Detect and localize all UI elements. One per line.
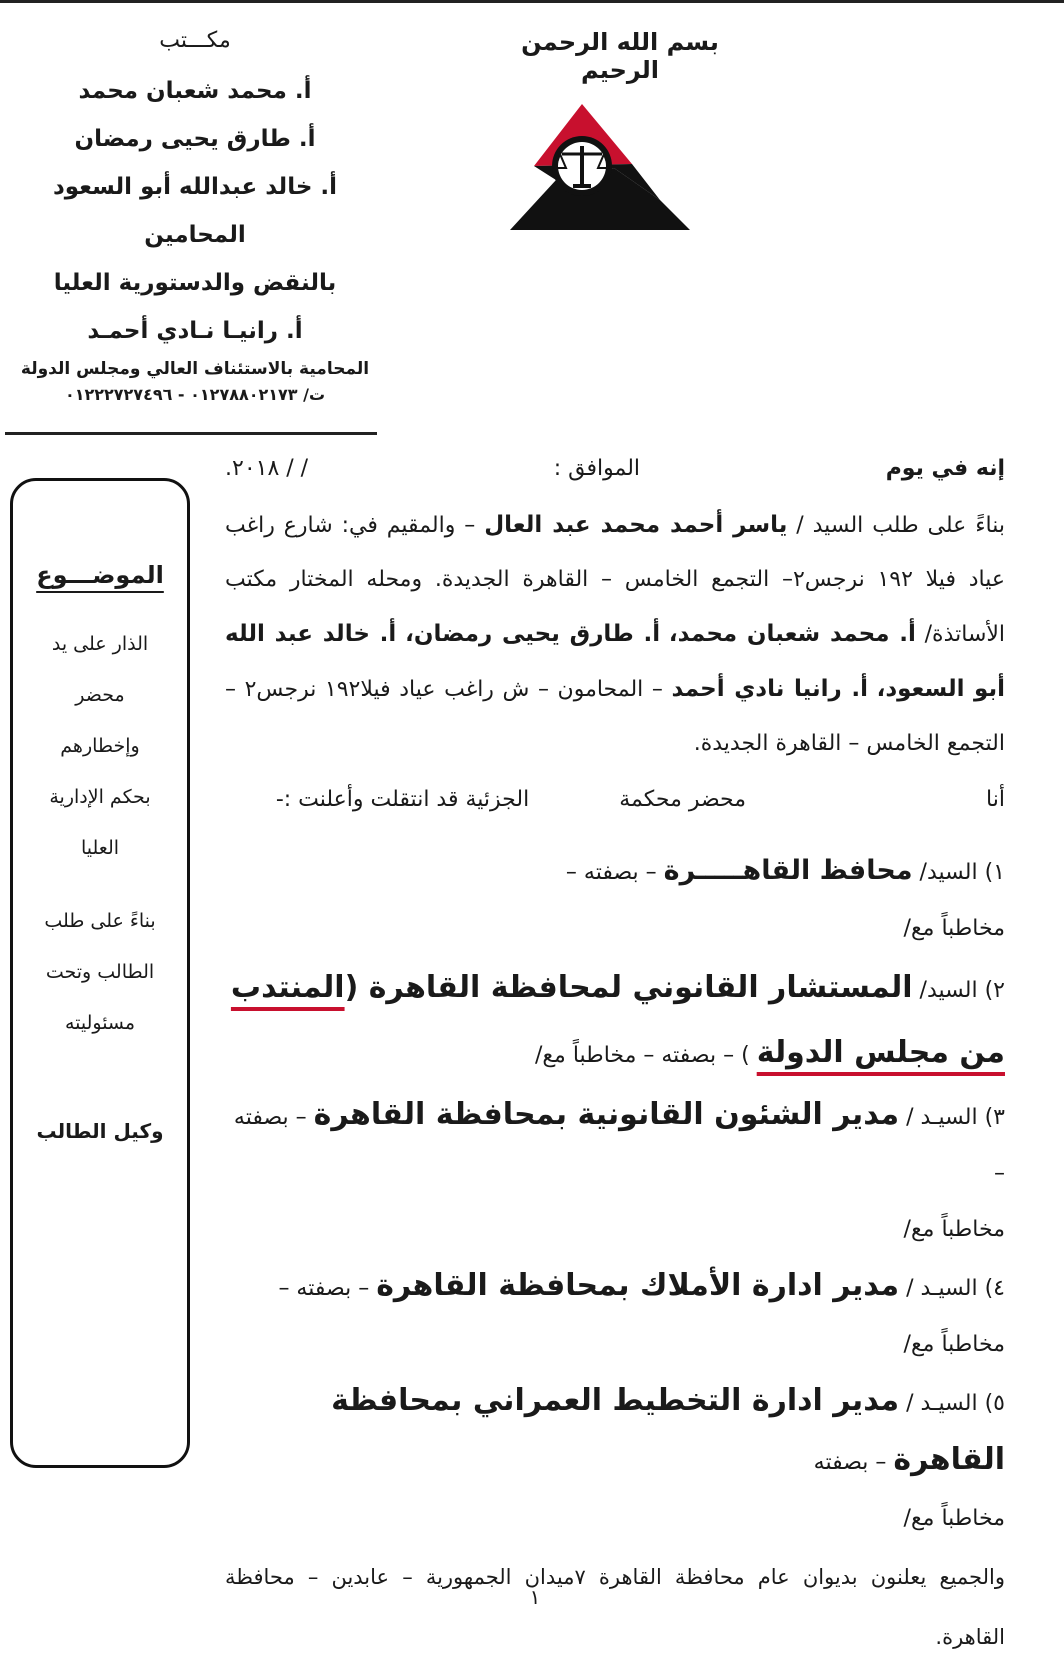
subject-line: الذار على يد <box>51 633 149 655</box>
office-title: مكـــتب <box>159 28 231 53</box>
applicant-agent: وكيل الطالب <box>36 1119 164 1143</box>
header-divider <box>5 432 377 435</box>
document-body <box>225 440 1005 1667</box>
recipient-3: ٣) السيـد / مدير الشئون القانونية بمحافظة القاهرة – بصفته – مخاطباً مع/ <box>233 1097 1005 1242</box>
subject-line: العليا <box>80 837 120 859</box>
lawyers-role: المحامين <box>144 222 246 248</box>
counsel-1: أ. محمد شعبان محمد، <box>668 621 916 647</box>
scales-of-justice-logo-icon <box>510 102 690 242</box>
recipient-4: ٤) السيـد / مدير ادارة الأملاك بمحافظة القاهرة – بصفته – مخاطباً مع/ <box>278 1268 1005 1357</box>
subject-sidebar <box>10 478 190 1468</box>
lawyers-court: بالنقض والدستورية العليا <box>53 270 337 296</box>
recipient-2: ٢) السيد/ المستشار القانوني لمحافظة القاهرة (المنتدب من مجلس الدولة ) – بصفته – مخاطباً مع/ <box>230 970 1005 1070</box>
subject-line: وإخطارهم <box>60 735 140 757</box>
lawyer-2: أ. طارق يحيى رمضان <box>74 126 316 152</box>
date-day-label: إنه في يوم <box>885 456 1005 481</box>
law-office-header <box>15 28 375 407</box>
date-line <box>225 440 1005 498</box>
recipient-5: ٥) السيـد / مدير ادارة التخطيط العمراني بمحافظة القاهرة – بصفته مخاطباً مع/ <box>331 1383 1005 1531</box>
subject-line: بناءً على طلب <box>44 910 156 932</box>
counsel-3: أ. خالد عبد الله أبو السعود، <box>225 621 1005 702</box>
seconded-underlined: المنتدب من مجلس الدولة <box>230 970 1005 1070</box>
subject-line: بحكم الإدارية <box>49 786 151 808</box>
top-border <box>0 0 1064 3</box>
applicant-name: ياسر أحمد محمد عبد العال <box>484 512 788 538</box>
basmala: بسم الله الرحمن الرحيم <box>521 28 719 84</box>
page-number: ١ <box>529 1585 541 1609</box>
counsel-4: أ. رانيا نادي أحمد <box>671 676 868 702</box>
recipient-1: ١) السيد/ محافظ القاهـــــرة – بصفته – مخاطباً مع/ <box>565 855 1005 941</box>
subject-heading: الموضـــوع <box>36 561 164 589</box>
bailiff-line: أنا محضر محكمة الجزئية قد انتقلت وأعلنت :- <box>275 787 1005 812</box>
lawyer-4: أ. رانيـا نـادي أحمـد <box>87 318 303 344</box>
lawyer-3: أ. خالد عبدالله أبو السعود <box>52 174 338 200</box>
date-corresponding-label: الموافق : <box>553 456 641 481</box>
subject-line: الطالب وتحت <box>45 961 155 983</box>
subject-line: محضر <box>75 684 125 706</box>
date-value: / / ٢٠١٨. <box>225 456 309 481</box>
phone-numbers: ت/ ٠١٢٧٨٨٠٢١٧٣ - ٠١٢٢٢٧٢٧٤٩٦ <box>64 385 326 404</box>
subject-line: مسئوليته <box>64 1012 136 1034</box>
applicant-paragraph: بناءً على طلب السيد / ياسر أحمد محمد عبد العال – والمقيم في: شارع راغب عياد فيلا ١٩٢ نرجس٢– التجمع الخامس – القاهرة الجديدة. ومحله المختار مكتب الأساتذة/ أ. محمد شعبان محمد، أ. طارق يحيى رمضان، أ. خالد عبد الله أبو السعود، أ. رانيا نادي أحمد – المحامون – ش راغب عياد فيلا١٩٢ نرجس٢ – التجمع الخامس – القاهرة الجديدة. <box>225 512 1006 756</box>
lawyer-4-role: المحامية بالاستئناف العالي ومجلس الدولة <box>20 359 370 379</box>
counsel-2: أ. طارق يحيى رمضان، <box>405 621 661 647</box>
lawyer-1: أ. محمد شعبان محمد <box>78 78 312 104</box>
closing-address: والجميع يعلنون بديوان عام محافظة القاهرة ٧ميدان الجمهورية – عابدين – محافظة القاهرة. <box>225 1565 1005 1649</box>
